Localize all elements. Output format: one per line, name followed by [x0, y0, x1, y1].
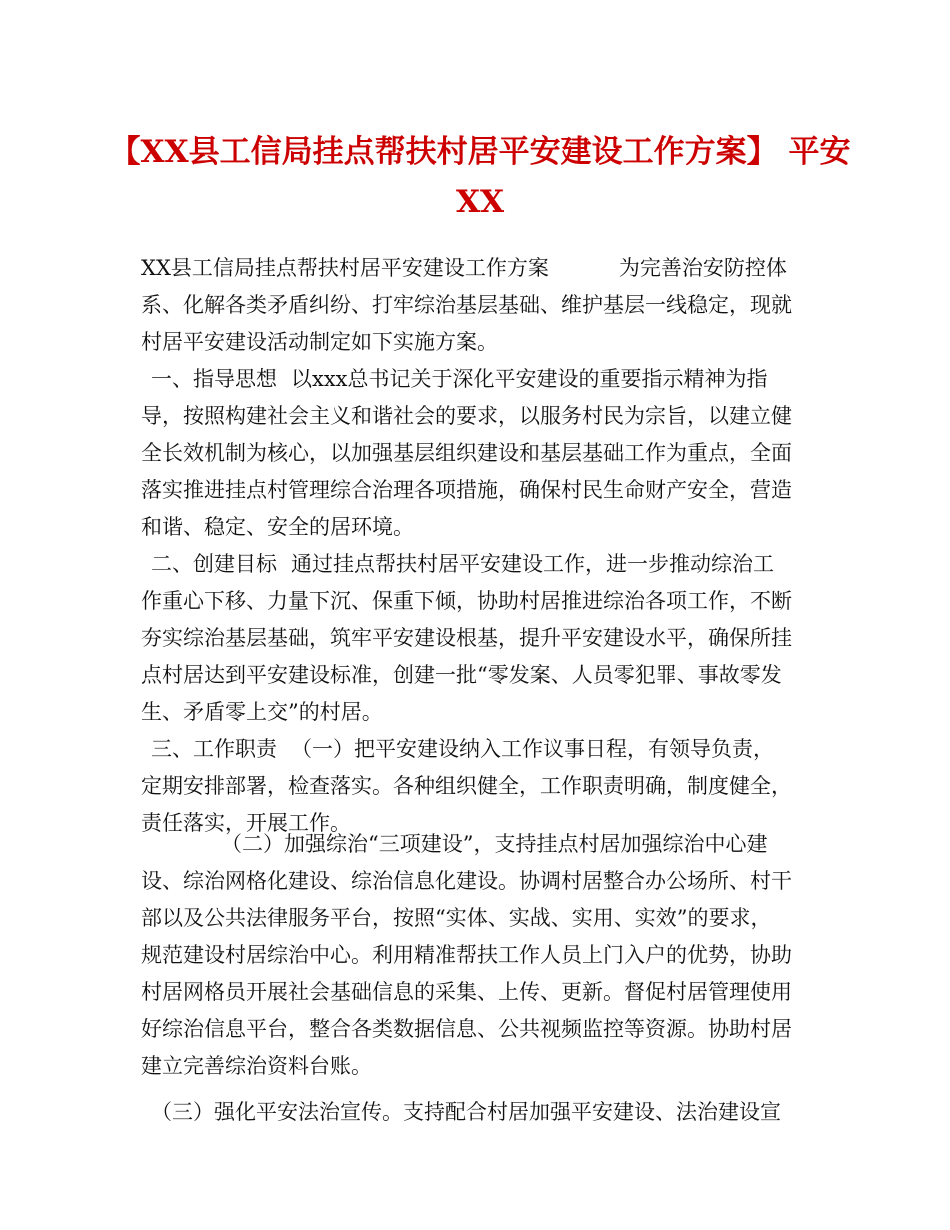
paragraph-line: 作重心下移、力量下沉、保重下倾，协助村居推进综治各项工作，不断 [141, 589, 792, 613]
paragraph-line: 部以及公共法律服务平台，按照“实体、实战、实用、实效”的要求， [141, 906, 772, 930]
paragraph-line: 设、综治网格化建设、综治信息化建设。协调村居整合办公场所、村干 [141, 869, 792, 893]
paragraph-line: （三）强化平安法治宣传。支持配合村居加强平安建设、法治建设宣 [151, 1100, 781, 1124]
section-heading: 二、创建目标 [151, 552, 277, 576]
paragraph-line [141, 546, 821, 583]
section-heading: 一、指导思想 [151, 367, 277, 391]
paragraph-line: 生、矛盾零上交”的村居。 [141, 700, 383, 724]
document-body [141, 250, 821, 842]
paragraph-line: 全长效机制为核心，以加强基层组织建设和基层基础工作为重点，全面 [141, 441, 792, 465]
text-span: 为完善治安防控体 [618, 256, 787, 280]
paragraph-line: 好综治信息平台，整合各类数据信息、公共视频监控等资源。协助村居 [141, 1017, 792, 1041]
paragraph-line [141, 731, 821, 768]
paragraph-line: 导，按照构建社会主义和谐社会的要求，以服务村民为宗旨，以建立健 [141, 404, 792, 428]
paragraph-line: 责任落实，开展工作。 [141, 811, 351, 835]
document-title-line-1: 【XX县工信局挂点帮扶村居平安建设工作方案】 平安 [109, 134, 851, 170]
paragraph-line: 系、化解各类矛盾纠纷、打牢综治基层基础、维护基层一线稳定，现就 [141, 293, 792, 317]
paragraph-line: 规范建设村居综治中心。利用精准帮扶工作人员上门入户的优势，协助 [141, 943, 792, 967]
paragraph-line: 点村居达到平安建设标准，创建一批“零发案、人员零犯罪、事故零发 [141, 663, 782, 687]
paragraph-line: 落实推进挂点村管理综合治理各项措施，确保村民生命财产安全，营造 [141, 478, 792, 502]
text-span: （一）把平安建设纳入工作议事日程，有领导负责， [291, 737, 774, 761]
paragraph-line: 夯实综治基层基础，筑牢平安建设根基，提升平安建设水平，确保所挂 [141, 626, 792, 650]
paragraph-line [141, 250, 821, 287]
text-span: 通过挂点帮扶村居平安建设工作，进一步推动综治工 [291, 552, 774, 576]
paragraph-line: 村居网格员开展社会基础信息的采集、上传、更新。督促村居管理使用 [141, 980, 792, 1004]
paragraph-line: 和谐、稳定、安全的居环境。 [141, 515, 414, 539]
document-title-line-2: XX [455, 184, 505, 220]
paragraph-line: 村居平安建设活动制定如下实施方案。 [141, 330, 498, 354]
paragraph-line [141, 361, 821, 398]
text-span: 以xxx总书记关于深化平安建设的重要指示精神为指 [291, 367, 768, 391]
document-body-continued [141, 826, 821, 1085]
document-body-tail [141, 1094, 821, 1131]
paragraph-line: （二）加强综治“三项建设”，支持挂点村居加强综治中心建 [221, 832, 768, 856]
paragraph-line: 定期安排部署，检查落实。各种组织健全，工作职责明确，制度健全， [141, 774, 792, 798]
section-heading: 三、工作职责 [151, 737, 277, 761]
text-span: XX县工信局挂点帮扶村居平安建设工作方案 [141, 256, 549, 280]
paragraph-line: 建立完善综治资料台账。 [141, 1054, 372, 1078]
